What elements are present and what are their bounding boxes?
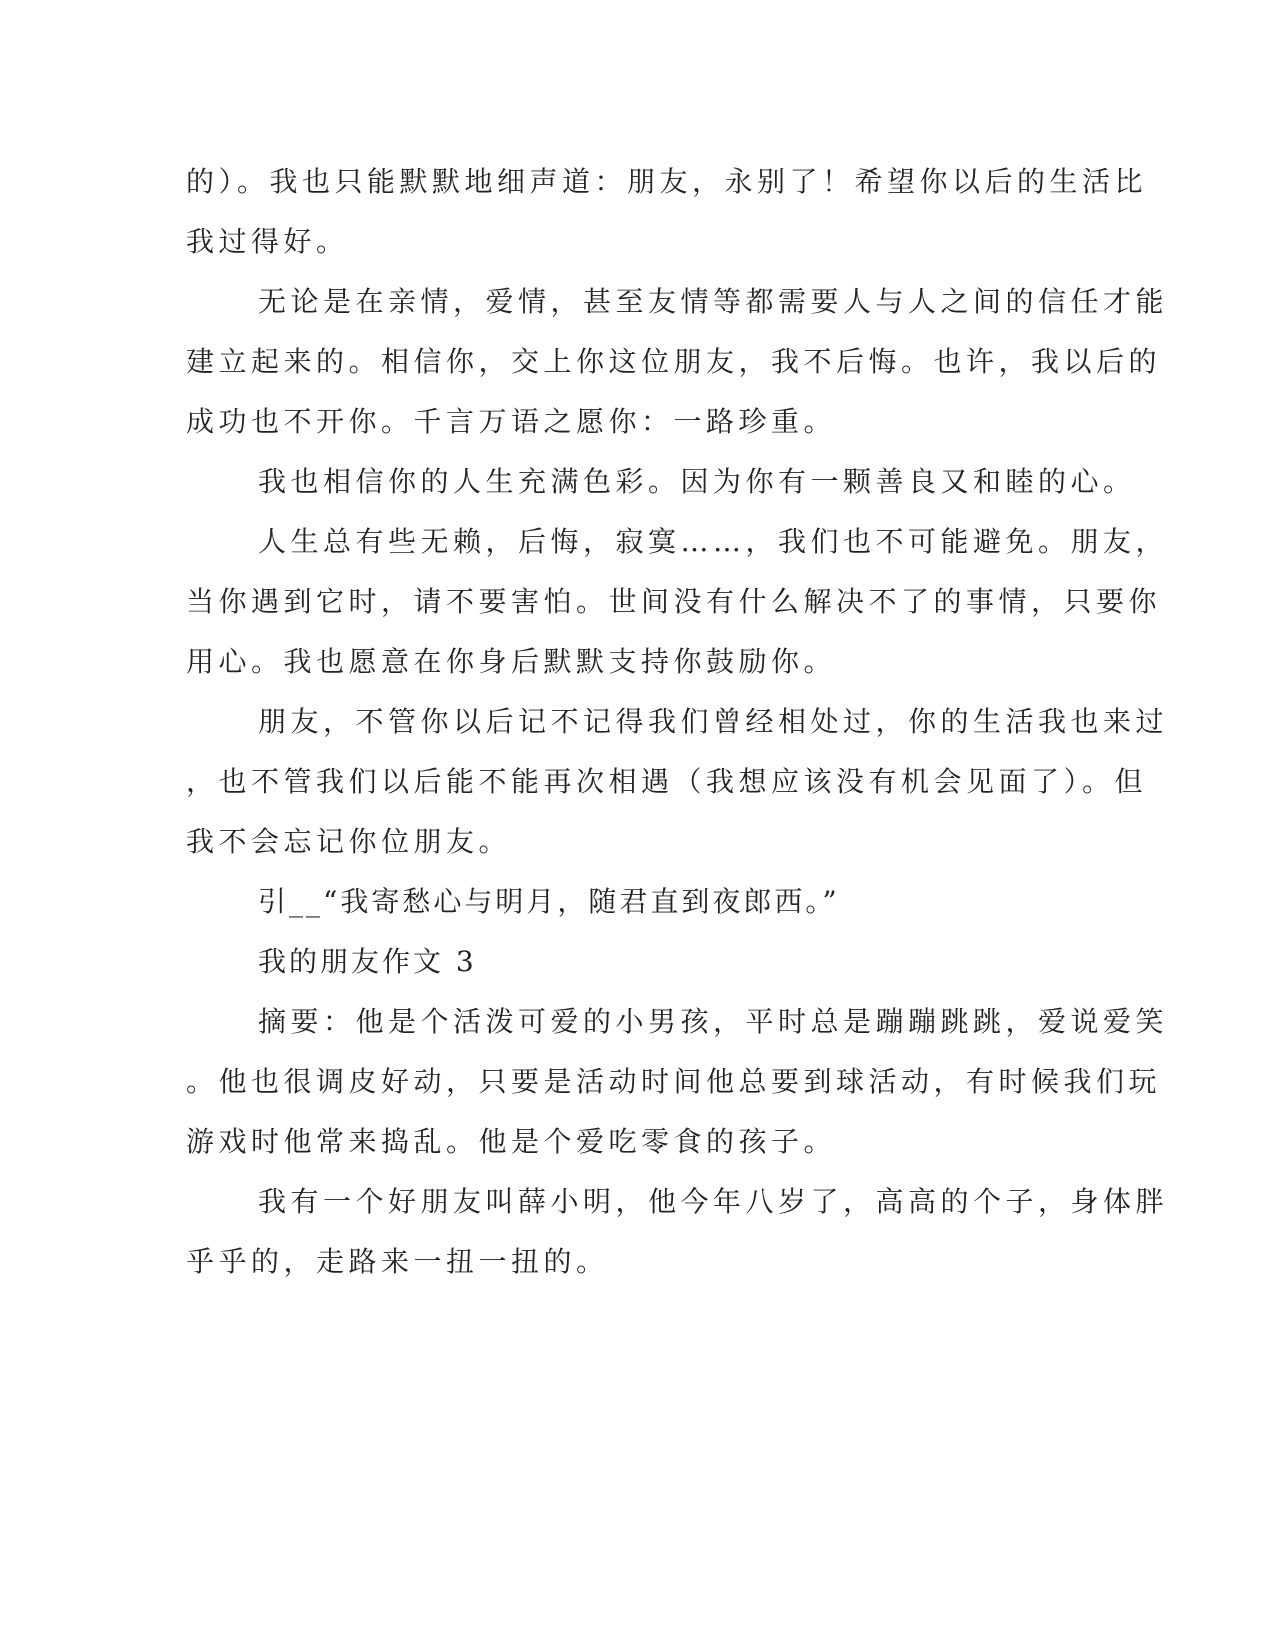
quote-line: 引__“我寄愁心与明月，随君直到夜郎西。” <box>258 885 840 918</box>
paragraph-start-line: 无论是在亲情，爱情，甚至友情等都需要人与人之间的信任才能 <box>258 285 1169 318</box>
text-line: 。他也很调皮好动，只要是活动时间他总要到球活动，有时候我们玩 <box>186 1065 1162 1098</box>
text-line: 建立起来的。相信你，交上你这位朋友，我不后悔。也许，我以后的 <box>186 345 1162 378</box>
summary-line: 摘要：他是个活泼可爱的小男孩，平时总是蹦蹦跳跳，爱说爱笑 <box>258 1005 1169 1038</box>
text-line: 乎乎的，走路来一扭一扭的。 <box>186 1245 609 1278</box>
text-line: 我过得好。 <box>186 225 349 258</box>
text-line: 游戏时他常来捣乱。他是个爱吃零食的孩子。 <box>186 1125 837 1158</box>
paragraph-start-line: 朋友，不管你以后记不记得我们曾经相处过，你的生活我也来过 <box>258 705 1169 738</box>
paragraph-start-line: 人生总有些无赖，后悔，寂寞……，我们也不可能避免。朋友， <box>258 525 1169 558</box>
text-line: 的）。我也只能默默地细声道：朋友，永别了！希望你以后的生活比 <box>186 165 1148 198</box>
text-line: 当你遇到它时，请不要害怕。世间没有什么解决不了的事情，只要你 <box>186 585 1162 618</box>
paragraph-start-line: 我有一个好朋友叫薛小明，他今年八岁了，高高的个子，身体胖 <box>258 1185 1169 1218</box>
text-line: 成功也不开你。千言万语之愿你：一路珍重。 <box>186 405 837 438</box>
paragraph-start-line: 我也相信你的人生充满色彩。因为你有一颗善良又和睦的心。 <box>258 465 1136 498</box>
text-line: 我不会忘记你位朋友。 <box>186 825 512 858</box>
text-line: ，也不管我们以后能不能再次相遇（我想应该没有机会见面了）。但 <box>186 765 1148 798</box>
section-title: 我的朋友作文 3 <box>258 945 477 978</box>
text-line: 用心。我也愿意在你身后默默支持你鼓励你。 <box>186 645 837 678</box>
body-text <box>186 162 1169 1302</box>
